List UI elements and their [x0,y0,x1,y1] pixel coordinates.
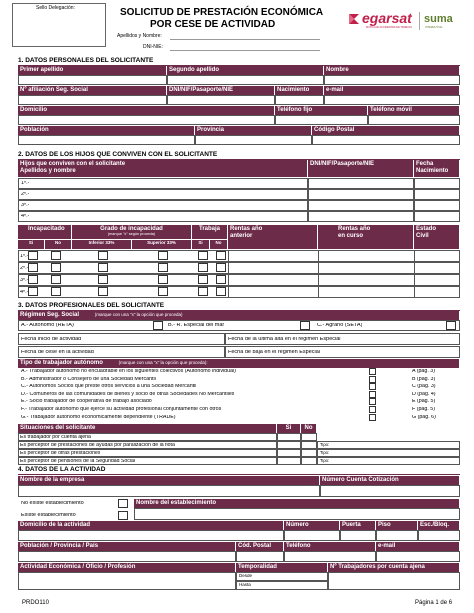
regimen-header [18,311,460,320]
email-header: e-mail [324,86,460,95]
tipo-label: A.- Trabajador autónomo no encuadrable en los siguientes colectivos (Autónomo individual) [21,369,236,374]
hijos-fecha-line1: Fecha [416,161,434,167]
existe-checkbox[interactable] [118,511,128,520]
puerta-header: Puerta [340,521,376,530]
footer-code: PRDO110 [22,600,49,606]
tipo-note: (marque con una "x" la opción que proceda): [118,360,208,365]
situacion-tipo-label: Tipo: [320,443,330,447]
incap-checkbox[interactable] [216,275,226,284]
situacion-no-box[interactable] [301,433,317,441]
reta-checkbox[interactable] [153,321,163,330]
situacion-label: Es perceptor de otras prestaciones [20,450,101,456]
incap-checkbox[interactable] [28,251,38,260]
incap-checkbox[interactable] [51,287,61,296]
incap-checkbox[interactable] [28,275,38,284]
hijo-nombre-field[interactable] [18,178,308,189]
actividad-header: Actividad Económica / Oficio / Profesión [18,563,236,572]
primer-apellido-header: Primer apellido [18,66,167,75]
rentas-anterior-header [228,225,318,249]
situacion-tipo-field[interactable] [317,441,460,449]
suma-logo-text: suma [424,13,453,25]
estado-civil-cell[interactable] [414,274,460,286]
hijo-dni-field[interactable] [308,178,414,189]
fecha-cese-label: Fecha de cese en la actividad [21,350,94,355]
estado-civil-line2: Civil [416,233,429,239]
tipo-title: Tipo de trabajador autónomo [20,360,103,366]
tipo-ref: G (pág. 6) [412,414,436,420]
hijos-header-line1: Hijos que conviven con el solicitante [20,161,126,167]
tipo-label: B.- Administrador o Consejero de una Sociedad Mercantil [21,376,156,382]
hijos-fecha-header [414,160,460,177]
situacion-no-box[interactable] [301,449,317,457]
tipo-label: C.- Autónomos Socios que preste otros servicios a una Sociedad Mercantil [21,384,197,390]
desde-label: Desde [239,574,253,578]
rentas-anterior-cell[interactable] [228,262,318,274]
numero-cotizacion-header: Número Cuenta Cotización [320,476,460,485]
grado-header-line2: (marque "x" según proceda) [107,232,156,236]
domicilio-field[interactable] [18,115,275,125]
codigo-postal-field[interactable] [312,135,460,145]
apellidos-label: Apellidos y Nombre: [117,33,162,39]
codigo-postal-header: Código Postal [312,126,460,135]
estado-civil-header [414,225,460,249]
provincia-field[interactable] [195,135,312,145]
situacion-tipo-label: Tipo: [320,451,330,455]
hijo-row-label: 3º.- [21,203,30,208]
footer-page: Página 1 de 6 [415,600,453,606]
rentas-anterior-line2: anterior [230,233,253,239]
provincia-header: Provincia [195,126,312,135]
telefono-actividad-field[interactable] [284,551,376,562]
hijo-dni-field[interactable] [308,211,414,222]
email-actividad-field[interactable] [376,551,460,562]
incap-checkbox[interactable] [198,251,208,260]
situacion-label: Es trabajador por cuenta ajena [20,434,91,440]
rentas-curso-header [318,225,414,249]
situaciones-header: Situaciones del solicitante [18,424,277,433]
cod-postal-field[interactable] [236,551,284,562]
hasta-label: Hasta [239,583,251,587]
section-4-title: 4. DATOS DE LA ACTIVIDAD [18,466,106,473]
incap-checkbox[interactable] [51,275,61,284]
estado-civil-line1: Estado [416,226,437,232]
hijos-header [18,160,308,177]
domicilio-actividad-header: Domicilio de la actividad [18,521,284,530]
inferior-header: Inferior 33% [72,240,132,249]
tipo-label: F.- Trabajador autónomo que ejerce su actividad profesional conjuntamente con otros [21,407,222,412]
telefono-movil-field[interactable] [368,115,460,125]
piso-field[interactable] [376,530,418,541]
cod-postal-header: Cód. Postal [236,542,284,551]
rentas-curso-cell[interactable] [318,262,414,274]
incap-checkbox[interactable] [216,251,226,260]
hijo-fecha-field[interactable] [414,211,460,222]
incap-no-header: No [45,240,72,249]
incap-checkbox[interactable] [98,263,108,272]
nacimiento-field[interactable] [275,95,324,105]
hijo-row-label: 2º.- [21,192,30,197]
incap-checkbox[interactable] [98,275,108,284]
incap-checkbox[interactable] [51,263,61,272]
situacion-si-box[interactable] [277,449,301,457]
hijos-dni-header: DNI/NIF/Pasaporte/NIE [308,160,414,177]
seta-checkbox[interactable] [446,321,456,330]
existe-label: Existe establecimiento [21,513,76,518]
incap-checkbox[interactable] [216,263,226,272]
tipo-ref: C (pág. 3) [412,384,436,390]
telefono-fijo-field[interactable] [275,115,368,125]
tipo-checkbox[interactable] [369,398,376,405]
hijo-nombre-field[interactable] [18,189,308,200]
hijo-row-label: 1º.- [21,181,30,186]
numero-cotizacion-field[interactable] [320,485,460,497]
rentas-anterior-line1: Rentas año [230,226,263,232]
trabaja-header: Trabaja [192,225,228,239]
stamp-label: Sello Delegación: [36,5,75,11]
segundo-apellido-header: Segundo apellido [167,66,324,75]
poblacion-header: Población [18,126,195,135]
hijo-nombre-field[interactable] [18,211,308,222]
incap-checkbox[interactable] [216,287,226,296]
afiliacion-header: Nº afiliación Seg. Social [18,86,167,95]
trabajadores-header: Nº Trabajadores por cuenta ajena [328,563,460,572]
hijo-fecha-field[interactable] [414,200,460,211]
situacion-tipo-field[interactable] [317,457,460,465]
poblacion-field[interactable] [18,135,195,145]
seta-label: C.- Agrario (SETA) [317,323,363,328]
nombre-empresa-header: Nombre de la empresa [18,476,320,485]
section-3-title: 3. DATOS PROFESIONALES DEL SOLICITANTE [18,302,165,309]
rentas-anterior-cell[interactable] [228,286,318,298]
situacion-si-box[interactable] [277,433,301,441]
esc-bloq-field[interactable] [418,530,460,541]
nombre-establecimiento-field[interactable] [134,508,460,520]
hijo-nombre-field[interactable] [18,200,308,211]
email-actividad-header: e-mail [376,542,460,551]
superior-header: Superior 33% [132,240,192,249]
hijo-row-label: 4º.- [21,214,30,219]
tipo-label: E.- Socio trabajador de cooperativa de trabajo asociado [21,399,152,405]
rentas-curso-line1: Rentas año [338,226,371,232]
hijo-fecha-field[interactable] [414,189,460,200]
mar-checkbox[interactable] [300,321,310,330]
tipo-ref: E (pág. 5) [412,399,436,405]
poblacion-actividad-field[interactable] [18,551,236,562]
incap-checkbox[interactable] [98,287,108,296]
afiliacion-field[interactable] [18,95,167,105]
section-1-title: 1. DATOS PERSONALES DEL SOLICITANTE [18,57,154,64]
email-field[interactable] [324,95,460,105]
situaciones-no-header: No [301,424,317,433]
segundo-apellido-field[interactable] [167,75,324,85]
situacion-si-box[interactable] [277,441,301,449]
tipo-label: D.- Comuneros de las comunidades de bienes y socio de otras Sociedades No Mercantiles [21,391,235,397]
form-title: SOLICITUD DE PRESTACIÓN ECONÓMICA [120,7,324,18]
situacion-si-box[interactable] [277,457,301,465]
telefono-fijo-header: Teléfono fijo [275,106,368,115]
nombre-empresa-field[interactable] [18,485,320,497]
incapacitado-blank [18,235,72,239]
fecha-inicio-label: Fecha inicio de actividad [21,337,82,342]
grado-header-line1: Grado de incapacidad [100,226,163,232]
mar-label: B.- R. Especial del mar [168,323,225,328]
dni-field[interactable] [167,95,275,105]
hijo-fecha-field[interactable] [414,178,460,189]
numero-field[interactable] [284,530,340,541]
situacion-no-box[interactable] [301,441,317,449]
tipo-checkbox[interactable] [369,383,376,390]
tipo-ref: B (pág. 3) [412,376,436,382]
nie-label: DNI-NIE: [143,44,163,50]
incap-checkbox[interactable] [198,287,208,296]
piso-header: Piso [376,521,418,530]
estado-civil-cell[interactable] [414,286,460,298]
form-subtitle: POR CESE DE ACTIVIDAD [150,19,276,30]
tipo-ref: A (pág. 3) [412,369,435,374]
tipo-checkbox[interactable] [369,414,376,421]
trabaja-no-header: No [210,240,228,249]
hijos-fecha-line2: Nacimiento [416,168,449,174]
incap-row-label: 3º.- [20,278,29,283]
rentas-anterior-cell[interactable] [228,274,318,286]
incapacitado-header: Incapacitado [18,225,72,235]
incap-row-label: 4º.- [20,290,29,295]
section-2-title: 2. DATOS DE LOS HIJOS QUE CONVIVEN CON EL SOLICITANTE [18,151,218,158]
egarsat-logo [347,12,361,26]
rentas-anterior-cell[interactable] [228,250,318,262]
tipo-checkbox[interactable] [369,391,376,398]
telefono-movil-header: Teléfono móvil [368,106,460,115]
regimen-note: (marque con una "x" la opción que proceda) [94,312,183,317]
tipo-header [18,359,460,368]
domicilio-header: Domicilio [18,106,275,115]
rentas-curso-cell[interactable] [318,274,414,286]
incap-checkbox[interactable] [198,275,208,284]
rentas-curso-line2: en curso [338,233,364,239]
suma-logo-sub: INTERMUTUAL [425,26,443,29]
incap-checkbox[interactable] [198,263,208,272]
no-existe-label: No existe establecimiento [21,501,84,506]
primer-apellido-field[interactable] [18,75,167,85]
hijos-header-line2: Apellidos y nombre [20,168,76,174]
tipo-ref: F (pág. 5) [412,407,435,412]
estado-civil-cell[interactable] [414,250,460,262]
apellidos-field[interactable] [170,39,320,40]
reta-label: A.- Autónomo (RETA) [21,323,74,328]
no-existe-checkbox[interactable] [118,499,128,508]
incap-checkbox[interactable] [51,251,61,260]
tipo-checkbox[interactable] [369,376,376,383]
incap-checkbox[interactable] [98,251,108,260]
incap-checkbox[interactable] [158,263,168,272]
incap-checkbox[interactable] [28,263,38,272]
dni-header: DNI/NIF/Pasaporte/NIE [167,86,275,95]
incap-checkbox[interactable] [158,287,168,296]
situacion-label: Es perceptor de pensiones de la Seguridad Social [20,458,136,464]
puerta-field[interactable] [340,530,376,541]
tipo-label: G.- Trabajador autónomo económicamente dependiente (TRADE) [21,414,176,420]
nombre-field[interactable] [324,75,460,85]
tipo-checkbox[interactable] [369,406,376,413]
situacion-tipo-label: Tipo: [320,459,330,463]
egarsat-logo-sub: MUTUA DE ACCIDENTES DE TRABAJO [366,26,412,29]
grado-header [72,225,192,239]
trabaja-si-header: Si [192,240,210,249]
numero-header: Número [284,521,340,530]
trabajadores-field[interactable] [328,572,460,590]
rentas-curso-cell[interactable] [318,250,414,262]
egarsat-logo-text: egarsat [362,10,412,26]
rentas-curso-cell[interactable] [318,286,414,298]
nacimiento-header: Nacimiento [275,86,324,95]
section-4-rule [18,474,460,475]
nombre-establecimiento-header: Nombre del establecimiento [134,499,460,508]
incap-checkbox[interactable] [158,275,168,284]
actividad-field[interactable] [18,572,236,590]
situacion-no-box[interactable] [301,457,317,465]
nie-field[interactable] [170,50,320,51]
regimen-title: Régimen Seg. Social [20,312,80,318]
situacion-tipo-field[interactable] [317,449,460,457]
fecha-ultima-alta-label: Fecha de la última alta en el régimen Especial [228,337,341,342]
incap-row-label: 2º.- [20,266,29,271]
tipo-ref: D (pág. 4) [412,391,436,397]
incap-si-header: Si [18,240,45,249]
regimen-row [18,320,460,331]
incap-checkbox[interactable] [28,287,38,296]
fecha-baja-label: Fecha de baja en el régimen Especial [228,350,321,355]
situacion-label: Es perceptor de prestaciones de ayudas por paralización de la flota [20,442,175,448]
telefono-actividad-header: Teléfono [284,542,376,551]
situaciones-si-header: Si [277,424,301,433]
temporalidad-header: Temporalidad [236,563,328,572]
estado-civil-cell[interactable] [414,262,460,274]
hijo-dni-field[interactable] [308,189,414,200]
domicilio-actividad-field[interactable] [18,530,284,541]
incap-checkbox[interactable] [158,251,168,260]
poblacion-actividad-header: Población / Provincia / País [18,542,236,551]
logo-divider [419,12,420,30]
hijo-dni-field[interactable] [308,200,414,211]
esc-bloq-header: Esc./Bloq. [418,521,460,530]
tipo-checkbox[interactable] [369,368,376,375]
incap-row-label: 1º.- [20,254,29,259]
nombre-header: Nombre [324,66,460,75]
